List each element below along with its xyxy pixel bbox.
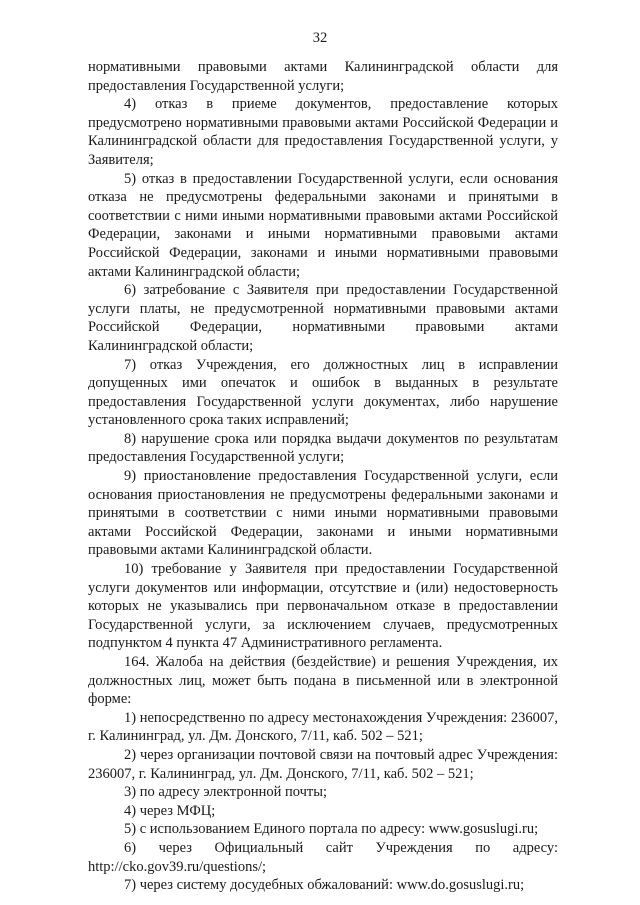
- paragraph-section-164: 164. Жалоба на действия (бездействие) и решения Учреждения, их должностных лиц, может быть подана в письменной или в электронной форме:: [88, 654, 558, 708]
- paragraph-channel-3: 3) по адресу электронной почты;: [124, 784, 328, 801]
- paragraph-item-4: 4) отказ в приеме документов, предоставление которых предусмотрено нормативными правовыми актами Российской Федерации и Калининградской области для предоставления Государственной услуги, у Заявителя;: [88, 96, 558, 168]
- paragraph-continuation: нормативными правовыми актами Калининградской области для предоставления Государственной услуги;: [88, 59, 558, 94]
- paragraph-channel-4: 4) через МФЦ;: [124, 802, 216, 819]
- paragraph-channel-2: 2) через организации почтовой связи на почтовый адрес Учреждения: 236007, г. Калининград, ул. Дм. Донского, 7/11, каб. 502 – 521;: [88, 746, 558, 782]
- paragraph-item-5: 5) отказ в предоставлении Государственной услуги, если основания отказа не предусмотрены федеральными законами и принятыми в соответствии с ними иными нормативными правовыми актами Российской Федерации, законами и иными нормативными правовыми актами Российской Федерации, законами и иными нормативными правовыми актами Калининградской области;: [88, 170, 558, 280]
- paragraph-channel-1: 1) непосредственно по адресу местонахождения Учреждения: 236007, г. Калининград, ул. Дм. Донского, 7/11, каб. 502 – 521;: [88, 709, 558, 745]
- paragraph-item-8: 8) нарушение срока или порядка выдачи документов по результатам предоставления Государственной услуги;: [88, 430, 558, 466]
- page-number: 32: [312, 30, 328, 46]
- paragraph-item-10: 10) требование у Заявителя при предоставлении Государственной услуги документов или информации, отсутствие и (или) недостоверность которых не указывались при первоначальном отказе в предоставлении Государственной услуги, за исключением случаев, предусмотренных подпунктом 4 пункта 47 Административного регламента.: [88, 561, 558, 652]
- paragraph-channel-6: 6) через Официальный сайт Учреждения по адресу: http://cko.gov39.ru/questions/;: [88, 839, 558, 875]
- paragraph-channel-5: 5) с использованием Единого портала по адресу: www.gosuslugi.ru;: [124, 821, 539, 838]
- document-body: [88, 58, 558, 895]
- paragraph-channel-7: 7) через систему досудебных обжалований: www.do.gosuslugi.ru;: [124, 877, 525, 894]
- paragraph-item-6: 6) затребование с Заявителя при предоставлении Государственной услуги платы, не предусмотренной нормативными правовыми актами Российской Федерации, нормативными правовыми актами Калининградской области;: [88, 282, 558, 354]
- paragraph-item-7: 7) отказ Учреждения, его должностных лиц в исправлении допущенных ими опечаток и ошибок в выданных в результате предоставления Государственной услуги документах, либо нарушение установленного срока таких исправлений;: [88, 356, 558, 429]
- paragraph-item-9: 9) приостановление предоставления Государственной услуги, если основания приостановления не предусмотрены федеральными законами и принятыми в соответствии с ними иными нормативными правовыми актами Российской Федерации, законами и иными нормативными правовыми актами Калининградской области.: [88, 468, 558, 559]
